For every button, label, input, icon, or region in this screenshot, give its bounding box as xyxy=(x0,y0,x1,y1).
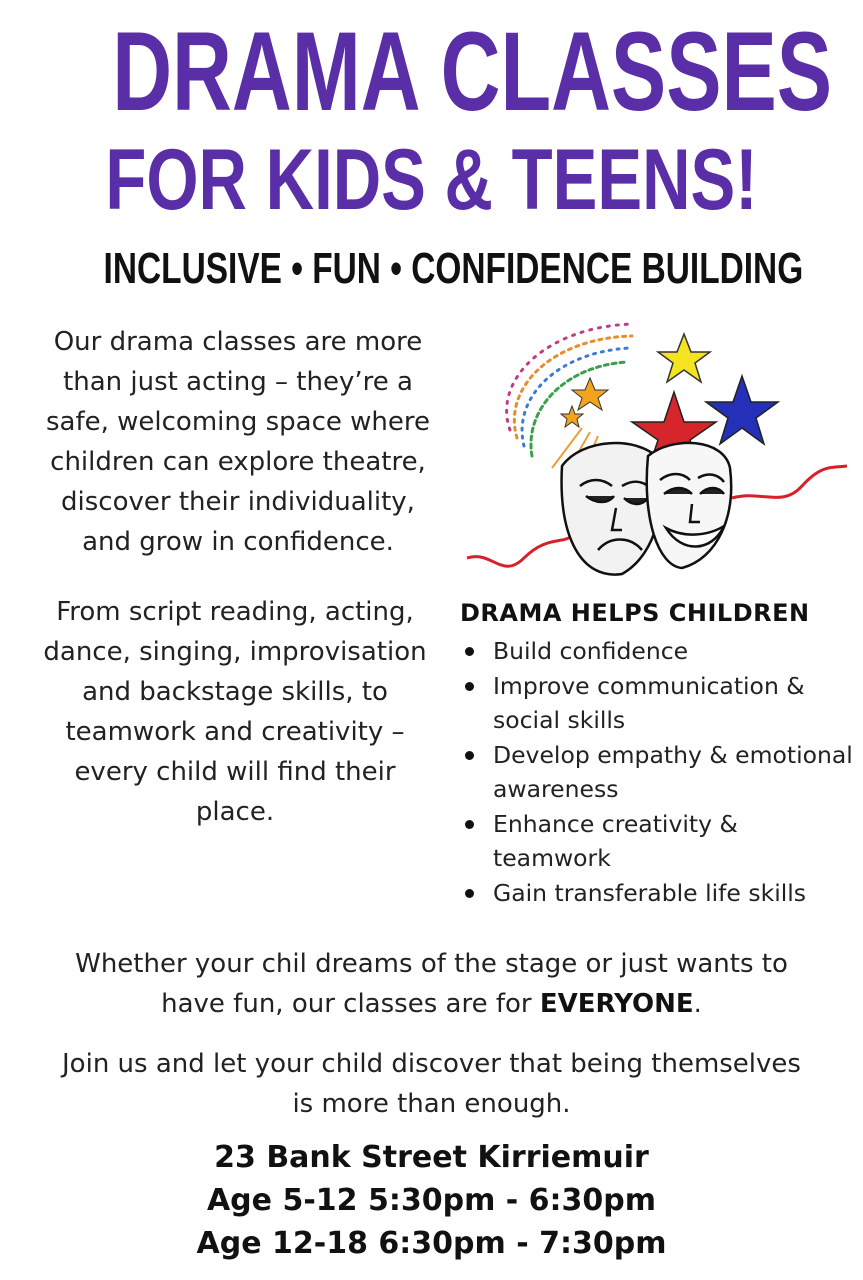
skills-line: dance, singing, improvisation xyxy=(43,637,427,667)
everyone-line-2 xyxy=(0,984,863,1024)
session-junior: Age 5-12 5:30pm - 6:30pm xyxy=(206,1183,657,1218)
page-subtitle: FOR KIDS & TEENS! xyxy=(105,132,758,228)
address: 23 Bank Street Kirriemuir xyxy=(214,1140,649,1175)
intro-line: and grow in confidence. xyxy=(82,527,394,557)
benefits-heading: DRAMA HELPS CHILDREN xyxy=(460,599,810,627)
everyone-line-1: Whether your chil dreams of the stage or just wants to xyxy=(75,949,788,979)
theatre-masks-with-stars-icon xyxy=(462,318,852,586)
skills-line: From script reading, acting, xyxy=(56,597,414,627)
everyone-suffix: . xyxy=(693,989,702,1019)
list-item: Build confidence xyxy=(462,634,857,669)
class-details xyxy=(0,1136,863,1265)
benefits-list xyxy=(462,634,857,910)
intro-line: children can explore theatre, xyxy=(50,447,426,477)
page-title: DRAMA CLASSES xyxy=(112,9,833,134)
session-senior: Age 12-18 6:30pm - 7:30pm xyxy=(196,1226,667,1261)
skills-line: place. xyxy=(195,797,275,827)
join-line-1: Join us and let your child discover that being themselves xyxy=(62,1049,801,1079)
list-item: Improve communication & social skills xyxy=(462,669,857,738)
join-line-2: is more than enough. xyxy=(292,1089,571,1119)
everyone-paragraph xyxy=(0,944,863,1024)
intro-line: safe, welcoming space where xyxy=(45,407,431,437)
list-item: Develop empathy & emotional awareness xyxy=(462,738,857,807)
intro-line: Our drama classes are more xyxy=(53,327,423,357)
everyone-emphasis: EVERYONE xyxy=(539,989,694,1019)
everyone-prefix: have fun, our classes are for xyxy=(161,989,540,1019)
skills-line: every child will find their xyxy=(74,757,396,787)
intro-line: discover their individuality, xyxy=(61,487,415,517)
intro-line: than just acting – they’re a xyxy=(63,367,413,397)
skills-paragraph xyxy=(20,592,450,832)
list-item: Gain transferable life skills xyxy=(462,876,857,911)
list-item: Enhance creativity & teamwork xyxy=(462,807,857,876)
skills-line: and backstage skills, to xyxy=(82,677,388,707)
intro-paragraph xyxy=(28,322,448,562)
join-paragraph xyxy=(0,1044,863,1124)
skills-line: teamwork and creativity – xyxy=(65,717,405,747)
tagline: INCLUSIVE • FUN • CONFIDENCE BUILDING xyxy=(103,244,804,293)
